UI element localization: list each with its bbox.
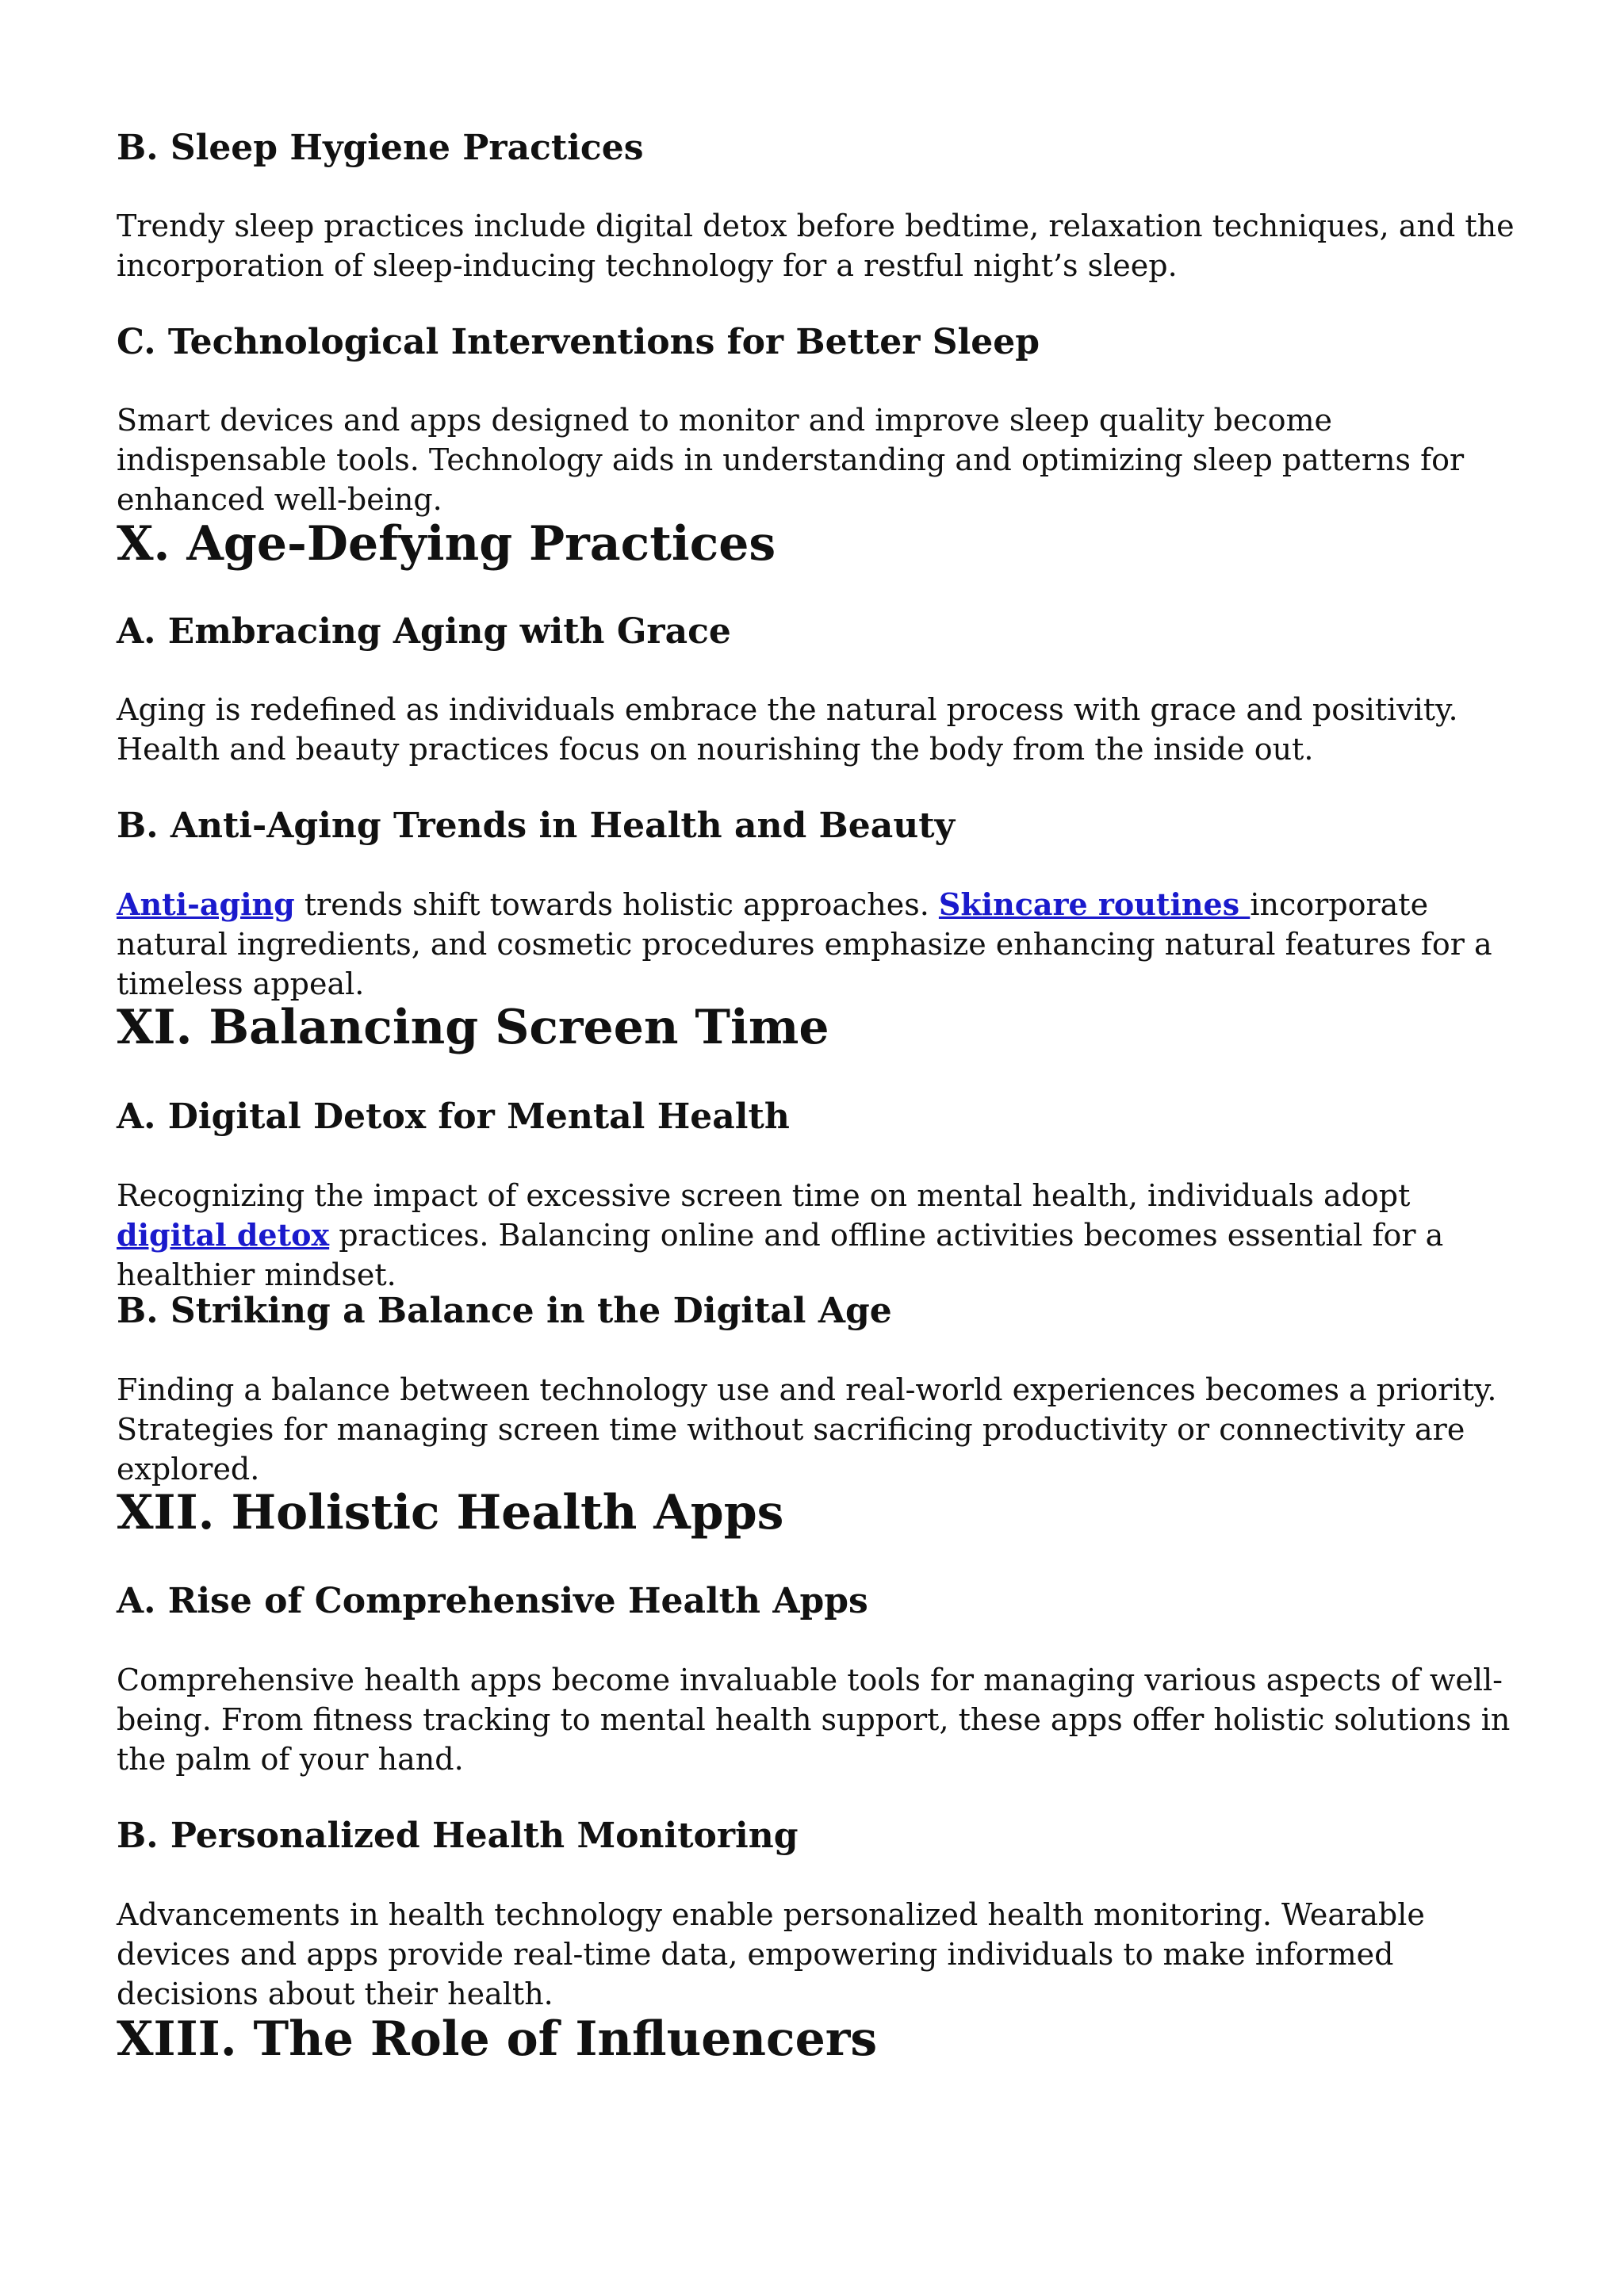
paragraph-embracing-aging: Aging is redefined as individuals embrace the natural process with grace and positivity. Health and beauty practices focus on nourishing the body from the inside out. [117, 692, 1458, 767]
section-title-influencers: XIII. The Role of Influencers [117, 2011, 878, 2067]
paragraph-text: incorporate natural ingredients, and cosmetic procedures emphasize enhancing natural features for a timeless appeal. [117, 887, 1492, 1001]
link-digital-detox[interactable]: digital detox [117, 1217, 330, 1253]
link-skincare-routines[interactable]: Skincare routines [938, 886, 1251, 922]
subheading-digital-detox: A. Digital Detox for Mental Health [117, 1096, 790, 1137]
link-anti-aging[interactable]: Anti-aging [117, 886, 295, 922]
paragraph-text: Recognizing the impact of excessive screen time on mental health, individuals adopt [117, 1178, 1411, 1213]
paragraph-comprehensive-apps: Comprehensive health apps become invaluable tools for managing various aspects of well-being. From fitness tracking to mental health support, these apps offer holistic solutions in the palm of your hand. [117, 1663, 1511, 1777]
subheading-embracing-aging: A. Embracing Aging with Grace [117, 611, 731, 652]
section-title-health-apps: XII. Holistic Health Apps [117, 1485, 784, 1540]
paragraph-tech-interventions: Smart devices and apps designed to monitor and improve sleep quality become indispensable tools. Technology aids in understanding and optimizing sleep patterns for enhanced well-being. [117, 403, 1465, 517]
section-title-age-defying: X. Age-Defying Practices [117, 516, 776, 572]
subheading-sleep-hygiene: B. Sleep Hygiene Practices [117, 128, 644, 168]
subheading-comprehensive-apps: A. Rise of Comprehensive Health Apps [117, 1581, 868, 1621]
paragraph-sleep-hygiene: Trendy sleep practices include digital detox before bedtime, relaxation techniques, and the incorporation of sleep-inducing technology for a restful night’s sleep. [117, 209, 1515, 283]
section-title-screen-time: XI. Balancing Screen Time [117, 1000, 829, 1055]
paragraph-text: practices. Balancing online and offline activities becomes essential for a healthier mindset. [117, 1218, 1444, 1292]
paragraph-personalized-monitoring: Advancements in health technology enable personalized health monitoring. Wearable devices and apps provide real-time data, empowering individuals to make informed decisions about their health. [117, 1897, 1425, 2011]
paragraph-striking-balance: Finding a balance between technology use and real-world experiences becomes a priority. Strategies for managing screen time without sacrificing productivity or connectivity are explored. [117, 1372, 1497, 1487]
paragraph-anti-aging-trends [117, 885, 1528, 1004]
subheading-tech-interventions: C. Technological Interventions for Better Sleep [117, 322, 1040, 362]
subheading-anti-aging-trends: B. Anti-Aging Trends in Health and Beauty [117, 806, 956, 846]
paragraph-text: trends shift towards holistic approaches. [294, 887, 939, 922]
subheading-personalized-monitoring: B. Personalized Health Monitoring [117, 1816, 799, 1856]
paragraph-digital-detox [117, 1176, 1528, 1295]
subheading-striking-balance: B. Striking a Balance in the Digital Age [117, 1291, 892, 1331]
